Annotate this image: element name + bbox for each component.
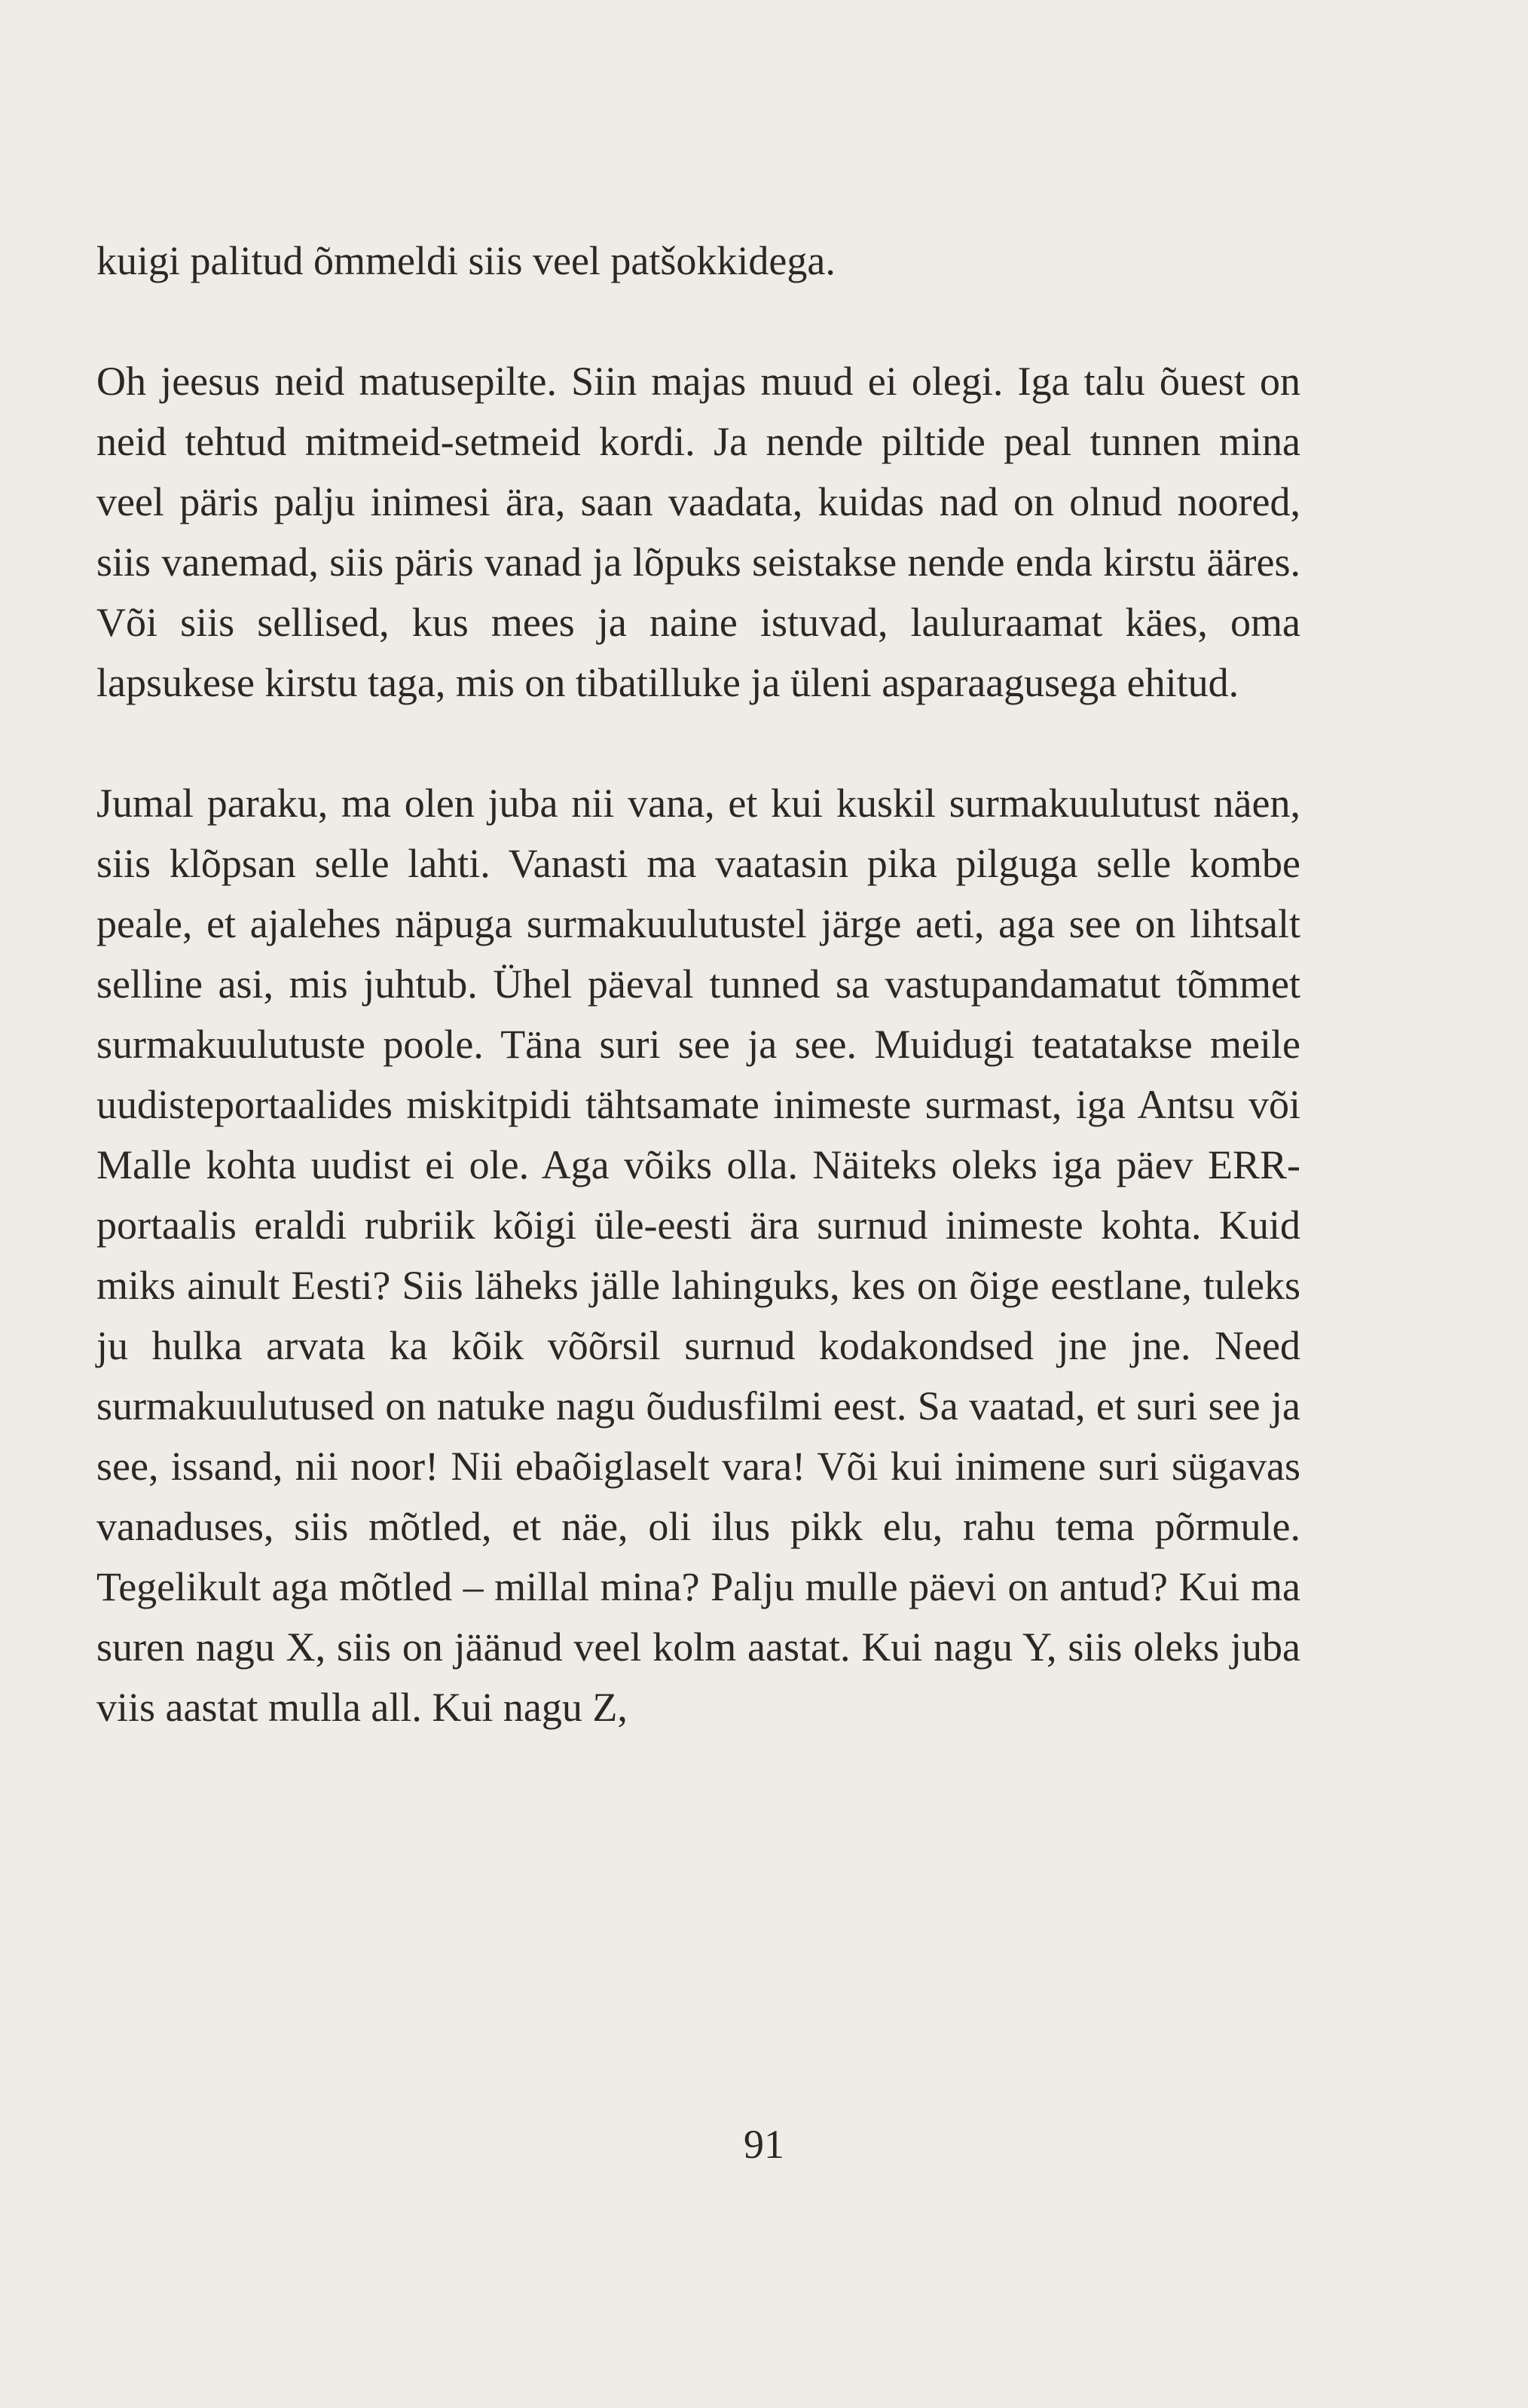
paragraph-death-notices: Jumal paraku, ma olen juba nii vana, et kui kuskil surmakuulutust näen, siis klõpsan selle lahti. Vanasti ma vaatasin pika pilguga selle kombe peale, et ajalehes näpuga surmakuulutustel järge aeti, aga see on lihtsalt selline asi, mis juhtub. Ühel päeval tunned sa vastupandamatut tõmmet surmakuulutuste poole. Täna suri see ja see. Muidugi teatatakse meile uudisteportaalides miskitpidi tähtsamate inimeste surmast, iga Antsu või Malle kohta uudist ei ole. Aga võiks olla. Näiteks oleks iga päev ERR-portaalis eraldi rubriik kõigi üle-eesti ära surnud inimeste kohta. Kuid miks ainult Eesti? Siis läheks jälle lahinguks, kes on õige eestlane, tuleks ju hulka arvata ka kõik võõrsil surnud kodakondsed jne jne. Need surmakuulutused on natuke nagu õudusfilmi eest. Sa vaatad, et suri see ja see, issand, nii noor! Nii ebaõiglaselt vara! Või kui inimene suri sügavas vanaduses, siis mõtled, et näe, oli ilus pikk elu, rahu tema põrmule. Tegelikult aga mõtled – millal mina? Palju mulle päevi on antud? Kui ma suren nagu X, siis on jäänud veel kolm aastat. Kui nagu Y, siis oleks juba viis aastat mulla all. Kui nagu Z, (96, 781, 1300, 1730)
body-text (96, 231, 1300, 1798)
paragraph-funeral-photos: Oh jeesus neid matusepilte. Siin majas muud ei olegi. Iga talu õuest on neid tehtud mitmeid-setmeid kordi. Ja nende piltide peal tunnen mina veel päris palju inimesi ära, saan vaadata, kuidas nad on olnud noored, siis vanemad, siis päris vanad ja lõpuks seistakse nende enda kirstu ääres. Või siis sellised, kus mees ja naine istuvad, lauluraamat käes, oma lapsukese kirstu taga, mis on tibatilluke ja üleni asparaagusega ehitud. (96, 359, 1300, 705)
paragraph-continuation: kuigi palitud õmmeldi siis veel patšokkidega. (96, 238, 836, 283)
page-number: 91 (744, 2122, 784, 2167)
